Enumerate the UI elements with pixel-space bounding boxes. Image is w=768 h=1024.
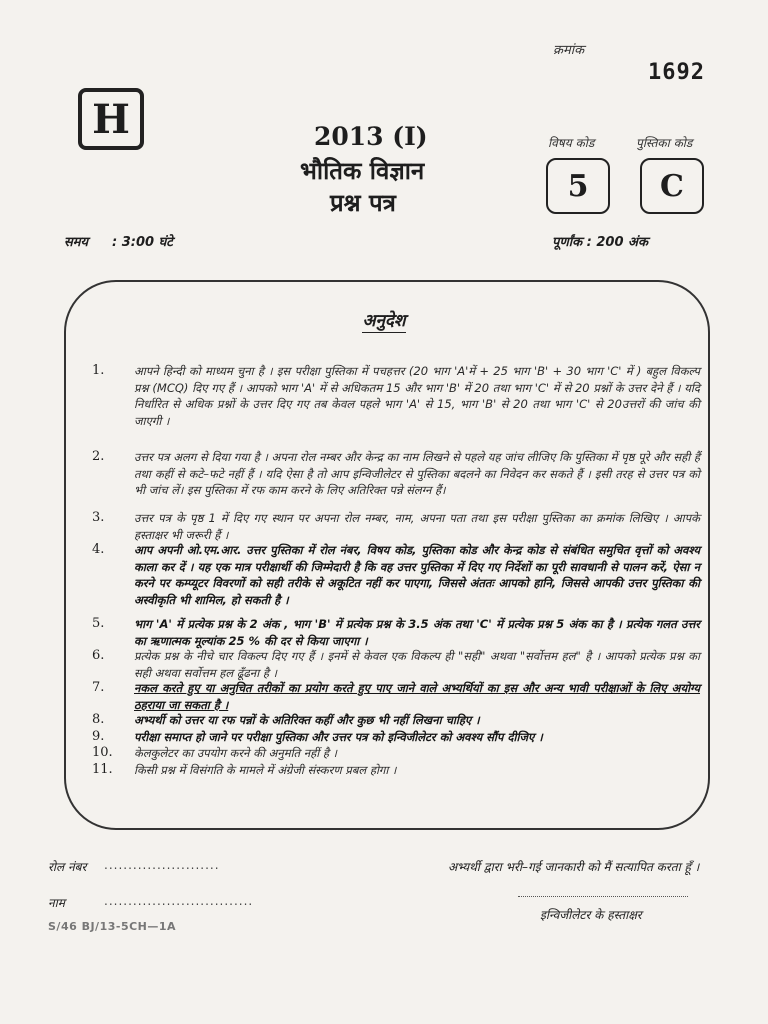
instruction-number: 4. xyxy=(92,542,105,557)
time-label: समय xyxy=(64,235,89,250)
roll-number-field[interactable]: ........................ xyxy=(104,858,220,872)
instruction-number: 11. xyxy=(92,762,113,777)
certification-text: अभ्यर्थी द्वारा भरी–गई जानकारी को मैं सत्यापित करता हूँ । xyxy=(448,860,700,874)
instruction-number: 9. xyxy=(92,729,105,744)
paper-type: प्रश्न पत्र xyxy=(330,189,396,217)
instruction-text: भाग 'A' में प्रत्येक प्रश्न के 2 अंक , भाग 'B' में प्रत्येक प्रश्न के 3.5 अंक तथा 'C' में प्रत्येक प्रश्न 5 अंक का है । प्रत्येक गलत उत्तर का ऋणात्मक मूल्यांक 25 % की दर से किया जाएगा । xyxy=(134,617,700,648)
time-value: : 3:00 घंटे xyxy=(112,235,173,250)
instruction-number: 8. xyxy=(92,712,105,727)
booklet-code-box: C xyxy=(640,158,704,214)
name-label: नाम xyxy=(48,896,65,910)
medium-badge: H xyxy=(78,88,144,150)
instruction-text: अभ्यर्थी को उत्तर या रफ पन्नों के अतिरिक्त कहीं और कुछ भी नहीं लिखना चाहिए । xyxy=(134,713,480,727)
instruction-text: प्रत्येक प्रश्न के नीचे चार विकल्प दिए गए हैं । इनमें से केवल एक विकल्प ही "सही" अथवा "सर्वोत्तम हल" है । आपको प्रत्येक प्रश्न का सही अथवा सर्वोत्तम हल ढूँढना है । xyxy=(134,649,700,680)
exam-year: 2013 (I) xyxy=(314,122,428,151)
booklet-code-label: पुस्तिका कोड xyxy=(636,136,693,150)
roll-number-label: रोल नंबर xyxy=(48,860,87,874)
instruction-number: 1. xyxy=(92,363,105,378)
instructions-title xyxy=(0,308,768,331)
subject-code-box: 5 xyxy=(546,158,610,214)
instruction-text: आप अपनी ओ.एम.आर. उत्तर पुस्तिका में रोल नंबर, विषय कोड, पुस्तिका कोड और केन्द्र कोड से संबंधित समुचित वृत्तों को अवश्य काला कर दें । यह एक मात्र परीक्षार्थी की जिम्मेदारी है कि वह उत्तर पुस्तिका में दिए गए निर्देशों का पूरी सावधानी से पालन करें, ऐसा न करने पर कम्प्यूटर विवरणों को सही तरीके से अकूटित नहीं कर पाएगा, जिससे अंततः आपको हानि, जिससे आपकी उत्तर पुस्तिका की अस्वीकृति भी शामिल, हो सकती है । xyxy=(134,543,700,607)
serial-number: 1692 xyxy=(648,60,705,85)
instruction-number: 5. xyxy=(92,616,105,631)
instruction-text: उत्तर पत्र के पृष्ठ 1 में दिए गए स्थान पर अपना रोल नम्बर, नाम, अपना पता तथा इस परीक्षा पुस्तिका का क्रमांक लिखिए । आपके हस्ताक्षर भी जरूरी हैं । xyxy=(134,511,700,542)
instruction-text: किसी प्रश्न में विसंगति के मामले में अंग्रेजी संस्करण प्रबल होगा । xyxy=(134,763,397,777)
subject-title: भौतिक विज्ञान xyxy=(300,157,425,185)
instruction-text: परीक्षा समाप्त हो जाने पर परीक्षा पुस्तिका और उत्तर पत्र को इन्विजीलेटर को अवश्य सौंप दीजिए । xyxy=(134,730,543,744)
instruction-text: केलकुलेटर का उपयोग करने की अनुमति नहीं है । xyxy=(134,746,338,760)
instruction-number: 2. xyxy=(92,449,105,464)
max-marks: पूर्णांक : 200 अंक xyxy=(552,235,648,250)
subject-code-label: विषय कोड xyxy=(548,136,595,150)
document-code: S/46 BJ/13-5CH—1A xyxy=(48,920,177,933)
instruction-text: नकल करते हुए या अनुचित तरीकों का प्रयोग करते हुए पाए जाने वाले अभ्यर्थियों का इस और अन्य भावी परीक्षाओं के लिए अयोग्य ठहराया जा सकता है । xyxy=(134,681,700,712)
serial-label: क्रमांक xyxy=(553,43,585,58)
instructions-title-text: अनुदेश xyxy=(362,311,406,331)
name-field[interactable]: ............................... xyxy=(104,894,254,908)
instruction-text: उत्तर पत्र अलग से दिया गया है । अपना रोल नम्बर और केन्द्र का नाम लिखने से पहले यह जांच लीजिए कि पुस्तिका में पृष्ठ पूरे और सही हैं तथा कहीं से कटे–फटे नहीं हैं । यदि ऐसा है तो आप इन्विजीलेटर से पुस्तिका बदलने का निवेदन कर सकते हैं । इसी तरह से उत्तर पत्र को भी जांच लें। इस पुस्तिका में रफ काम करने के लिए अतिरिक्त पन्ने संलग्न हैं। xyxy=(134,450,700,497)
signature-line xyxy=(518,896,688,897)
invigilator-signature-label: इन्विजीलेटर के हस्ताक्षर xyxy=(540,908,642,922)
instruction-number: 10. xyxy=(92,745,113,760)
instruction-number: 6. xyxy=(92,648,105,663)
instruction-number: 3. xyxy=(92,510,105,525)
instruction-text: आपने हिन्दी को माध्यम चुना है । इस परीक्षा पुस्तिका में पचहत्तर (20 भाग 'A'में + 25 भाग 'B' + 30 भाग 'C' में ) बहुल विकल्प प्रश्न (MCQ) दिए गए हैं । आपको भाग 'A' में से अधिकतम 15 और भाग 'B' में 20 तथा भाग 'C' में से 20 प्रश्नों के उत्तर देने हैं । यदि निर्धारित से अधिक प्रश्नों के उत्तर दिए गए तब केवल पहले भाग 'A' से 15, भाग 'B' से 20 तथा भाग 'C' से 20उत्तरों की जांच की जाएगी । xyxy=(134,364,700,428)
instruction-number: 7. xyxy=(92,680,105,695)
